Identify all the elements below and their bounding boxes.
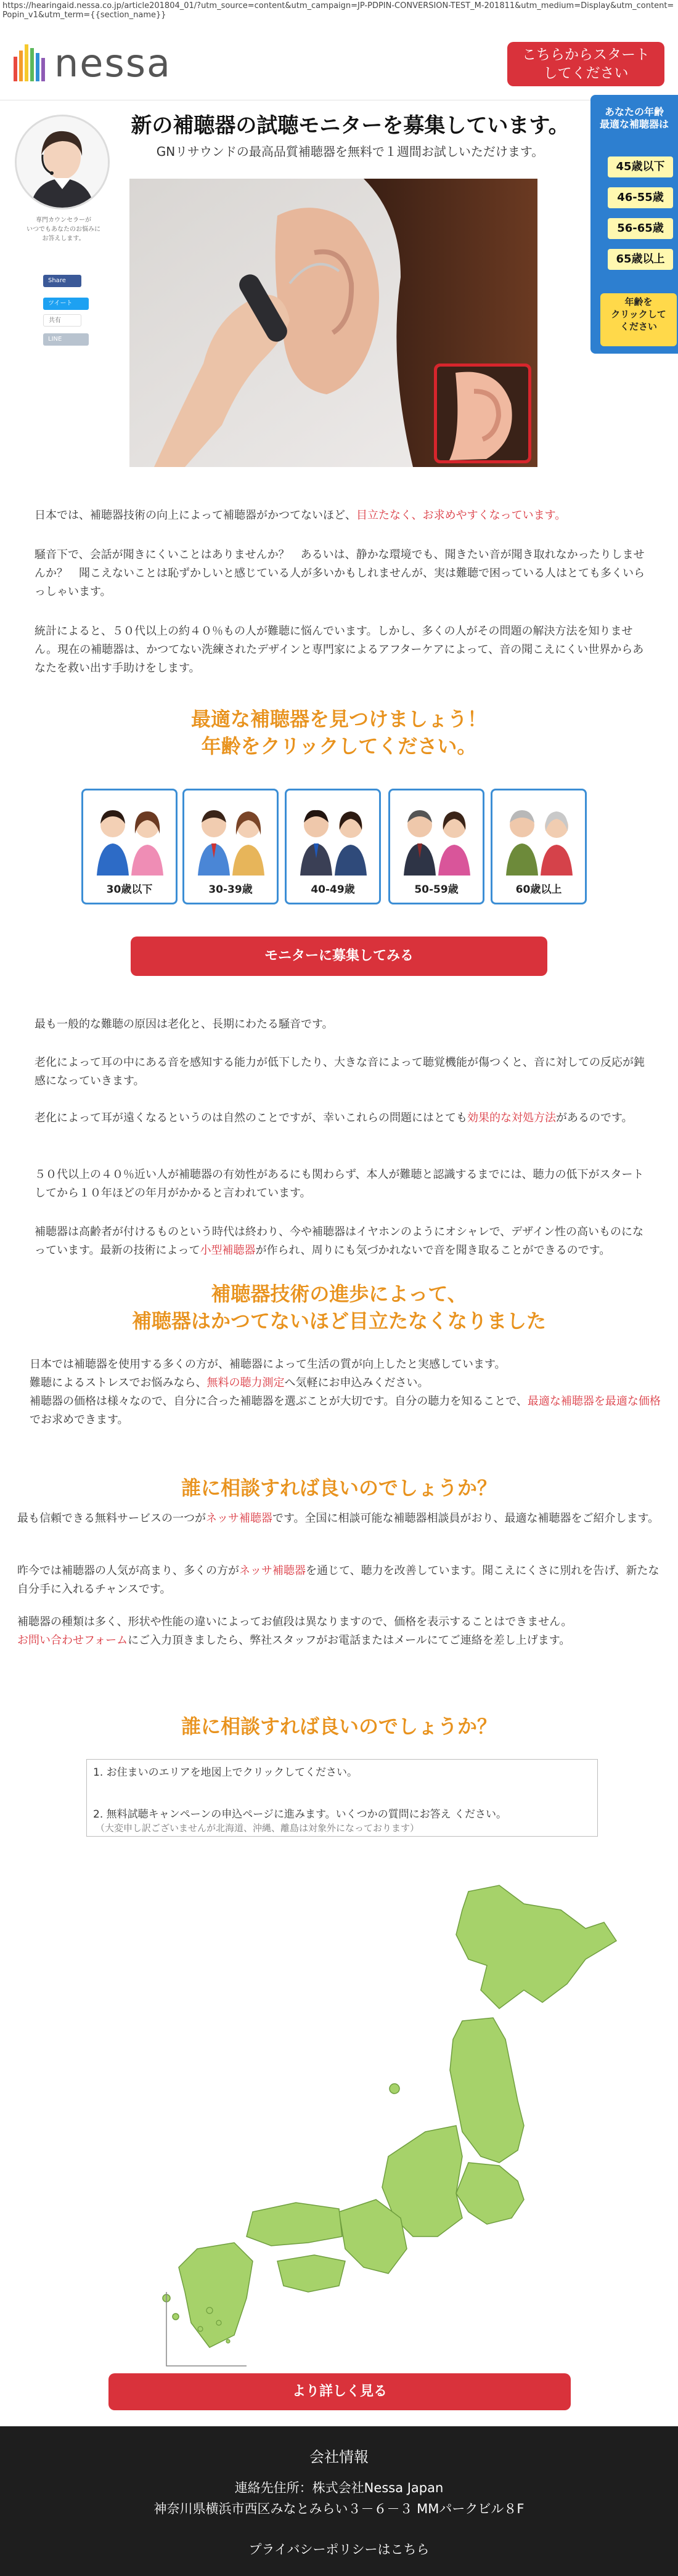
body-text: が作られ、周りにも気づかれないで音を聞き取ることができるのです。 [255,1244,611,1257]
intro-highlight: 目立たなく、お求めやすくなっています。 [356,509,566,522]
learn-more-button[interactable] [108,2373,571,2410]
instruction-step-1: 1. お住まいのエリアを地図上でクリックしてください。 [93,1766,357,1779]
tech-heading-2: 補聴器はかつてないほど目立たなくなりました [131,1309,546,1333]
intro-paragraph-3: 統計によると、５０代以上の約４０％もの人が難聴に悩んでいます。しかし、多くの人がその問題の解決方法を知りません。現在の補聴器は、かつてない洗練されたデザインと専門家によるアフターケアによって、音の聞こえにくい世界からあなたを救い出す手助けをします。 [35,625,644,675]
privacy-policy-link[interactable]: プライバシーポリシーはこちら [248,2542,430,2557]
tech-highlight: 無料の聴力測定 [206,1376,285,1389]
intro-paragraph-1 [35,506,651,525]
map-region-kyushu [179,2243,253,2347]
counselor-portrait-icon [17,116,108,208]
apply-monitor-label: モニターに募集してみる [264,948,414,964]
footer [0,2426,678,2576]
browser-url: https://hearingaid.nessa.co.jp/article201804_01/?utm_source=content&utm_campaign=JP-PDPIN-CONVERSION-TEST_M-201811&utm_medium=Display&utm_content=Popin_v1&utm_term={{section_name}} [2,1,674,20]
line-share-button[interactable] [43,333,89,346]
map-region-chugoku [247,2203,342,2246]
consult-highlight: ネッサ補聴器 [206,1512,272,1525]
japan-map-icon [92,1867,623,2372]
age-option-56-65[interactable]: 56-65歳 [608,218,673,239]
apply-monitor-button[interactable] [131,937,547,976]
age-card-label: 50-59歳 [414,884,459,896]
page-headline: 新の補聴器の試聴モニターを募集しています。 [131,113,570,138]
instruction-step-2: 2. 無料試聴キャンペーンの申込ページに進みます。いくつかの質問にお答え ください。 [93,1808,507,1821]
tech-heading-1: 補聴器技術の進歩によって、 [211,1282,467,1306]
body-paragraph-1: 最も一般的な難聴の原因は老化と、長期にわたる騒音です。 [35,1018,333,1031]
consult-paragraph-1 [17,1509,664,1528]
map-heading: 誰に相談すれば良いのでしょうか？ [181,1715,497,1738]
google-share-label: 共有 [49,317,61,324]
ear-closeup-image [434,364,531,463]
age-selector-panel [590,95,678,354]
japan-map[interactable] [92,1867,623,2372]
tech-text: へ気軽にお申込みください。 [284,1376,429,1389]
young-couple-icon [88,799,172,876]
click-age-heading: 年齢をクリックしてください。 [201,734,477,758]
age-card-40-49[interactable] [285,789,381,904]
body-text: 補聴器は高齢者が付けるものという時代は終わり、今や補聴器はイヤホンのようにオシャレで、デザイン性の高いものになっています。最新の技術によって [35,1225,644,1257]
age-card-label: 30歳以下 [106,884,153,896]
line-share-label: LINE [48,336,62,343]
logo-bars-icon [14,44,48,84]
counselor-caption: 専門カウンセラーが いつでもあなたのお悩みに お答えします。 [27,217,100,242]
tech-text: 補聴器の価格は様々なので、自分に合った補聴器を選ぶことが大切です。自分の聴力を知ることで、 [30,1395,528,1408]
intro-paragraph-2: 騒音下で、会話が聞きにくいことはありませんか？ あるいは、静かな環境でも、聞きたい音が聞き取れなかったりしませんか？ 聞こえないことは恥ずかしいと感じている人が多いかもしれませんが、実は難聴で困っている人はとても多くいらっしゃいます。 [35,548,645,598]
age-card-under-30[interactable] [81,789,178,904]
map-region-shikoku [277,2255,345,2292]
age-option-45-under[interactable]: 45歳以下 [608,156,673,177]
start-here-button[interactable] [507,42,664,86]
body-paragraph-4: ５０代以上の４０％近い人が補聴器の有効性があるにも関わらず、本人が難聴と認識するまでには、聴力の低下がスタートしてから１０年ほどの年月がかかると言われています。 [35,1168,644,1200]
age-card-label: 60歳以上 [515,884,562,896]
learn-more-label: より詳しく見る [292,2384,387,2399]
twitter-share-button[interactable] [43,298,89,310]
fifties-couple-icon [395,799,479,876]
consult-highlight: ネッサ補聴器 [239,1564,306,1577]
body-highlight: 効果的な対処方法 [467,1111,556,1124]
tech-highlight: 最適な補聴器を最適な価格 [527,1395,661,1408]
tech-line-2 [30,1374,671,1392]
consult-text: です。全国に相談可能な補聴器相談員がおり、最適な補聴器をご紹介します。 [272,1512,660,1525]
age-option-65-over[interactable]: 65歳以上 [608,249,673,270]
facebook-share-label: Share [48,277,66,284]
logo-wordmark: nessa [54,41,172,86]
instruction-note: （大変申し訳ございませんが北海道、沖縄、離島は対象外になっております） [96,1822,420,1834]
footer-address: 神奈川県横浜市西区みなとみらい３－６－３ MMパークビル８F [153,2501,525,2516]
tech-text: でお求めできます。 [30,1413,129,1426]
nessa-logo[interactable] [14,39,172,89]
age-card-label: 30-39歳 [208,884,253,896]
counselor-avatar [15,115,110,209]
age-card-30-39[interactable] [182,789,279,904]
page-subheadline: GNリサウンドの最高品質補聴器を無料で１週間お試しいただけます。 [156,144,544,159]
senior-couple-icon [497,799,581,876]
age-card-60-plus[interactable] [491,789,587,904]
age-panel-title: あなたの年齢 最適な補聴器は [599,106,669,130]
consult-paragraph-3: 補聴器の種類は多く、形状や性能の違いによってお値段は異なりますので、価格を表示することはできません。 [17,1615,573,1628]
instructions-box [86,1759,598,1837]
map-region-tohoku [450,2018,524,2163]
body-text: があるのです。 [556,1111,633,1124]
twitter-share-label: ツイート [48,300,73,307]
age-panel-note: 年齢を クリックして ください [600,293,677,346]
ear-closeup-icon [437,367,528,460]
body-paragraph-5 [35,1223,651,1260]
intro-text: 日本では、補聴器技術の向上によって補聴器がかつてないほど、 [35,509,356,522]
start-here-label: こちらからスタート してください [522,47,650,81]
consult-heading: 誰に相談すれば良いのでしょうか？ [181,1476,497,1500]
consult-paragraph-2 [17,1562,664,1599]
consult-text: 昨今では補聴器の人気が高まり、多くの方が [17,1564,239,1577]
thirties-couple-icon [189,799,273,876]
consult-text: 最も信頼できる無料サービスの一つが [17,1512,206,1525]
age-option-46-55[interactable]: 46-55歳 [608,187,673,208]
tech-line-1: 日本では補聴器を使用する多くの方が、補聴器によって生活の質が向上したと実感しています。 [30,1358,506,1371]
consult-text: にご入力頂きましたら、弊社スタッフがお電話またはメールにてご連絡を差し上げます。 [128,1634,571,1647]
tech-text: 難聴によるストレスでお悩みなら、 [30,1376,207,1389]
footer-title: 会社情報 [309,2448,369,2466]
body-paragraph-2: 老化によって耳の中にある音を感知する能力が低下したり、大きな音によって聴覚機能が傷つくと、音に対しての反応が鈍感になっていきます。 [35,1056,645,1087]
footer-contact: 連絡先住所：株式会社Nessa Japan [234,2481,444,2495]
contact-form-link[interactable]: お問い合わせフォーム [17,1634,128,1647]
body-text: 老化によって耳が遠くなるというのは自然のことですが、幸いこれらの問題にはとても [35,1111,467,1124]
consult-text: を通じて、聴力を改善しています。聞こえにくさに別れを告げ、新たな自分手に入れるチャンスです。 [17,1564,660,1596]
facebook-share-button[interactable] [43,275,81,287]
consult-paragraph-4 [17,1631,664,1650]
age-card-50-59[interactable] [388,789,484,904]
body-highlight: 小型補聴器 [200,1244,256,1257]
forties-couple-icon [292,799,375,876]
map-region-hokkaido [456,1885,616,2009]
body-paragraph-3 [35,1109,651,1128]
map-region-kanto [456,2163,524,2224]
find-aid-heading: 最適な補聴器を見つけましょう！ [190,707,487,731]
tech-line-3 [30,1392,671,1429]
google-share-button[interactable] [43,314,81,327]
age-card-label: 40-49歳 [311,884,355,896]
